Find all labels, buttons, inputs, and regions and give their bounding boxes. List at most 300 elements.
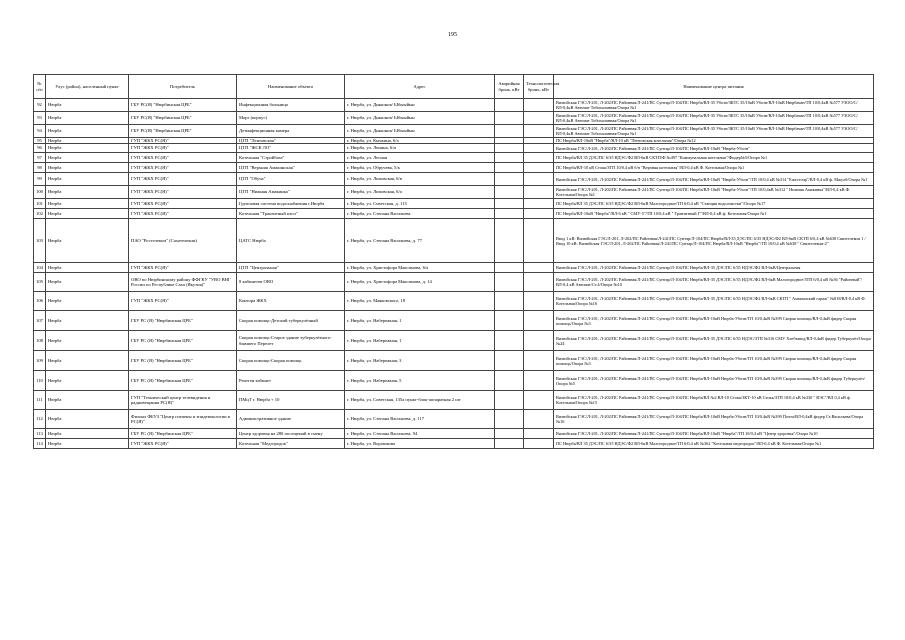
row-address-text: г. Нюрба, ул. Лесная — [347, 154, 387, 160]
row-number — [34, 371, 46, 391]
row-object — [237, 429, 345, 439]
row-technological-reserve — [524, 209, 554, 219]
row-number — [34, 209, 46, 219]
table-row — [34, 292, 874, 311]
row-power-center-text: Вилюйская ГЭС/Л-201, Л-202/ПС Районная/Л-241/ПС Сунтар/Л-104/ПС Нюрба/ВЛ-35 ДЭС/ПС 6/35 НДЭС/Ф2 ВЛ-6кВ СКТП " Аммиачский гараж" №818/ВЛ-0,4 кВ Ф. Котельная/Опора №16 — [556, 296, 866, 306]
row-power-center-text: Вилюйская ГЭС/Л-201, Л-202/ПС Районная/Л-241/ПС Сунтар/Л-104/ПС Нюрба/ВЛ-10кВ Нюрба-Убоэн/ТП 10/0,4кВ №399 Скорая помощь/ВЛ-0,4кВ фидер Туберкулёз/Опора №5 — [556, 375, 865, 386]
row-ulus — [46, 273, 129, 292]
row-technological-reserve — [524, 99, 554, 112]
row-ulus-text: Нюрба — [48, 210, 62, 216]
row-consumer — [129, 163, 237, 173]
row-consumer-text: ГУП "ЖКХ РС(Я)" — [131, 264, 169, 270]
row-ulus-text: Нюрба — [48, 145, 62, 151]
row-address — [345, 292, 495, 311]
row-ulus-text: Нюрба — [48, 164, 62, 170]
row-number — [34, 144, 46, 153]
row-object — [237, 186, 345, 199]
row-consumer-text: ГБУ РС (Я) "Нюрбинская ЦРБ" — [131, 317, 193, 323]
row-object — [237, 311, 345, 331]
row-technological-reserve — [524, 125, 554, 138]
row-object-text: ЦТП "Центральная" — [239, 264, 279, 270]
row-power-center-text: Вилюйская ГЭС/Л-201, Л-202/ПС Районная/Л-241/ПС Сунтар/Л-104/ПС Нюрба/ВЛ-10кВ Нюрба-Убоэн/ТП 10/0,4кВ №399 Скорая помощь/ВЛ-0,4кВ фидер Скорая помощь/Опора №3 — [556, 315, 857, 326]
header-object: Наименование объекта — [237, 75, 345, 99]
row-address — [345, 331, 495, 351]
row-number-text: 112 — [36, 416, 43, 422]
row-ulus — [46, 199, 129, 209]
row-number-text: 92 — [37, 102, 42, 108]
row-address-text: г. Нюрба, ул. Дьяконов/ Ыбыыйын — [347, 128, 415, 134]
row-ulus-text: Нюрба — [48, 279, 62, 285]
row-power-center — [554, 429, 874, 439]
row-number — [34, 99, 46, 112]
row-ulus-text: Нюрба — [48, 377, 62, 383]
row-ulus-text: Нюрба — [48, 200, 62, 206]
row-power-center-text: Вилюйская ГЭС/Л-201, Л-202/ПС Районная/Л-241/ПС Сунтар/Л-104/ПС Нюрба/ВЛ-10кВ Нюрба-Убоэн/ТП 10/0,4кВ №399 Скорая помощь/ВЛ-0,4кВ фидер Скорая помощь/Опора №3 — [556, 355, 857, 366]
row-ulus — [46, 351, 129, 371]
page-number: 195 — [448, 32, 457, 38]
row-address-text: г. Нюрба, ул. Дьяконов/ Ыбыыйын — [347, 102, 415, 108]
row-object-text: ЦТП "Нижняя Амакинка" — [239, 189, 290, 195]
row-power-center-text: Вилюйская ГЭС/Л-201, Л-202/ПС Районная/Л-241/ПС Сунтар/Л-104/ПС Нюрба/ВЛ-35 Убоэн/ЗКТС 35/10кВ Убоэн/ВЛ-10кВ Нюрбачан/ТП 10/0,4кВ №577 УЗОО/С/ВЛ-0,4кВ Автомат Тобихаланная/Опора №1 — [556, 100, 858, 110]
row-number — [34, 112, 46, 125]
row-object-text: ЦАТС Нюрба — [239, 237, 266, 243]
row-address-text: г. Нюрба, ул. Набережная, 1 — [347, 317, 402, 323]
table-row — [34, 439, 874, 449]
row-number-text: 107 — [36, 317, 43, 323]
row-object-text: ЦТП "Верхняя Амакинская" — [239, 164, 295, 170]
row-object-text: Котельная "Стройбаза" — [239, 154, 285, 160]
row-object-text: Скорая помощь-Детский туберкулёзный — [239, 317, 318, 323]
row-consumer-text: ГУП "ЖКХ РС(Я)" — [131, 200, 169, 206]
row-ulus-text: Нюрба — [48, 138, 62, 143]
row-consumer-text: ГУП "ЖКХ РС(Я)" — [131, 440, 169, 446]
row-power-center — [554, 439, 874, 449]
row-object-text: Дезинфекционная камера — [239, 128, 290, 134]
row-ulus — [46, 331, 129, 351]
row-address-text: г. Нюрба, ул. Степана Васильева, д. 77 — [347, 237, 422, 243]
row-power-center — [554, 199, 874, 209]
row-ulus — [46, 144, 129, 153]
row-consumer — [129, 311, 237, 331]
row-power-center-text: Вилюйская ГЭС/Л-201, Л-202/ПС Районная/Л-241/ПС Сунтар/Л-104/ПС Нюрба/ВЛ-35 Убоэн/ЗКТС 35/10кВ Убоэн/ВЛ-10кВ Нюрбачан/ТП 10/0,4кВ №577 УЗОО/С/ВЛ-0,4кВ Автомат Тобихаланная/Опора №1 — [556, 113, 858, 123]
row-technological-reserve — [524, 173, 554, 186]
row-ulus — [46, 186, 129, 199]
row-emergency-reserve — [495, 125, 524, 138]
row-emergency-reserve — [495, 371, 524, 391]
table-row — [34, 410, 874, 429]
row-consumer — [129, 219, 237, 263]
row-address — [345, 219, 495, 263]
row-number — [34, 199, 46, 209]
row-address — [345, 163, 495, 173]
row-emergency-reserve — [495, 331, 524, 351]
row-ulus-text: Нюрба — [48, 430, 62, 436]
table-row — [34, 351, 874, 371]
table-row — [34, 371, 874, 391]
power-reserve-table — [33, 74, 874, 449]
row-address — [345, 371, 495, 391]
row-object — [237, 219, 345, 263]
row-number-text: 97 — [37, 154, 42, 160]
row-power-center — [554, 311, 874, 331]
row-object-text: 8 кабинетов ОВО — [239, 279, 274, 285]
row-power-center-text: Вилюйская ГЭС/Л-201, Л-202/ПС Районная/Л-241/ПС Сунтар/Л-104/ПС Нюрба/ВЛ №2 ВЛ-10 Стокк/ЗКТ-10 кВ Стокк/ЗТП 10/0,4 кВ №330 " ВЭС"/ВЛ 0,4 кВ ф. Котельная/Опора №15 — [556, 395, 851, 405]
row-ulus-text: Нюрба — [48, 189, 62, 195]
row-number-text: 109 — [36, 357, 43, 363]
row-ulus-text: Нюрба — [48, 298, 62, 304]
row-power-center — [554, 331, 874, 351]
row-address-text: г. Нюрба, ул. Степана Васильева — [347, 210, 411, 216]
row-consumer — [129, 153, 237, 163]
row-emergency-reserve — [495, 263, 524, 273]
row-power-center — [554, 125, 874, 138]
row-technological-reserve — [524, 273, 554, 292]
row-address-text: г. Нюрба, ул. Дьяконов/ Ыбыыйын — [347, 115, 415, 121]
row-address-text: г. Нюрба, ул. Ленина, 6/и — [347, 145, 396, 151]
row-emergency-reserve — [495, 163, 524, 173]
row-address-text: г. Нюрба, ул. Ворошкова — [347, 440, 395, 446]
row-power-center-text: ПС Нюрба/ВЛ 35 ДЭС/ПС 6/35 НДЭС/Ф2 ВЛ-6кВ СКТП/Ф №497 "Коммунальная котельная"/Фидер№5/Опора №1 — [556, 155, 768, 160]
row-object — [237, 209, 345, 219]
table-row — [34, 99, 874, 112]
row-ulus-text: Нюрба — [48, 115, 62, 121]
row-address — [345, 173, 495, 186]
row-address — [345, 125, 495, 138]
row-object-text: Административное здание — [239, 416, 291, 422]
row-emergency-reserve — [495, 439, 524, 449]
row-emergency-reserve — [495, 199, 524, 209]
row-ulus-text: Нюрба — [48, 176, 62, 182]
row-ulus-text: Нюрба — [48, 317, 62, 323]
row-power-center-text: Вилюйская ГЭС/Л-201, Л-202/ПС Районная/Л-241/ПС Сунтар/Л-104/ПС Нюрба/ВЛ-35 ДЭС/ПС 6/35 НДЭС/Ф2 ВЛ-6кВ/Центральная — [556, 265, 801, 270]
table-row — [34, 199, 874, 209]
row-object — [237, 99, 345, 112]
row-emergency-reserve — [495, 112, 524, 125]
row-emergency-reserve — [495, 99, 524, 112]
row-power-center-text: Вилюйская ГЭС/Л-201, Л-202/ПС Районная/Л-241/ПС Сунтар/Л-104/ПС Нюрба/ВЛ-35 Убоэн/ЗКТС 35/10кВ Убоэн/ВЛ-10кВ Нюрбачан/ТП 10/0,4кВ №577 УЗОО/С/ВЛ-0,4кВ Автомат Тобихаланная/Опора №1 — [556, 126, 858, 136]
header-power-center: Наименование центра питания — [554, 75, 874, 99]
row-ulus-text: Нюрба — [48, 128, 62, 134]
row-address — [345, 439, 495, 449]
row-consumer — [129, 439, 237, 449]
row-emergency-reserve — [495, 391, 524, 410]
row-ulus-text: Нюрба — [48, 337, 62, 343]
row-consumer-text: ГУП "ЖКХ РС(Я)" — [131, 164, 169, 170]
row-power-center-text: ПС Нюрба/ВЛ 35 ДЭС/ПС 6/35 НДЭС/Ф2 ВЛ-6кВ Малогородное/ТП 6/0,4 кВ №362 "Котельная медгородок"/ВЛ-0,4 кВ Ф. Котельная/Опора №1 — [556, 441, 822, 446]
row-ulus — [46, 263, 129, 273]
row-consumer — [129, 112, 237, 125]
row-object-text: Котельная "Медгородок" — [239, 440, 288, 446]
row-power-center-text: ПС Нюрба/ВЛ-10 кВ Стокк/ЗТП 10/0,4 кВ б/н "Верхняя котельная"/ВЛ-0,4 кВ Ф. Котельная/Опора №1 — [556, 165, 745, 170]
row-ulus-text: Нюрба — [48, 397, 62, 403]
row-object — [237, 125, 345, 138]
row-technological-reserve — [524, 439, 554, 449]
row-technological-reserve — [524, 331, 554, 351]
row-power-center — [554, 209, 874, 219]
row-consumer — [129, 99, 237, 112]
row-number — [34, 263, 46, 273]
table-row — [34, 112, 874, 125]
row-object-text: Контора ЖКХ — [239, 298, 267, 304]
row-address-text: г. Нюрба, ул. Степана Васильева, д. 117 — [347, 416, 425, 422]
row-number-text: 114 — [36, 440, 43, 446]
row-object — [237, 263, 345, 273]
row-consumer-text: ГУП "ЖКХ РС(Я)" — [131, 154, 169, 160]
row-object — [237, 199, 345, 209]
row-technological-reserve — [524, 199, 554, 209]
row-power-center — [554, 219, 874, 263]
row-technological-reserve — [524, 371, 554, 391]
row-emergency-reserve — [495, 273, 524, 292]
row-technological-reserve — [524, 186, 554, 199]
header-number: № п/п — [34, 75, 46, 99]
row-power-center — [554, 263, 874, 273]
row-power-center-text: Ввод 1 кВ: Вилюйская ГЭС/Л-201, Л-202/ПС Районная/Л-241/ПС Сунтар/Л-104/ПС Нюрба/ВЛ-35 ДЭС/ПС 6/35 НДЭС/Ф2 ВЛ-6кВ СКТП 6/0,4 кВ №638 Связтелеком 1 / Ввод 10 кВ: Вилюйская ГЭС/Л-201, Л-202/ПС Районная/Л-241/ПС Сунтар/Л-104/ПС Нюрба/ВЛ-10кВ "Нюрба"/ТП 10/0,4 кВ №638 " Связтелеком-2" — [556, 235, 866, 246]
row-consumer — [129, 144, 237, 153]
row-object — [237, 273, 345, 292]
row-number — [34, 292, 46, 311]
row-power-center — [554, 292, 874, 311]
row-number — [34, 153, 46, 163]
row-number-text: 110 — [36, 377, 43, 383]
row-consumer-text: ГБУ РС (Я) "Нюрбинская ЦРБ" — [131, 377, 193, 383]
table-row — [34, 153, 874, 163]
row-number — [34, 429, 46, 439]
row-address — [345, 410, 495, 429]
row-power-center — [554, 273, 874, 292]
row-consumer — [129, 410, 237, 429]
row-address — [345, 273, 495, 292]
row-number-text: 101 — [36, 200, 43, 206]
row-number-text: 102 — [36, 210, 43, 216]
row-object-text: Скорая помощь-Старое здание туберкулёзного-бывшего Перелет — [239, 335, 332, 346]
row-consumer-text: ГУП "ЖКХ РС(Я)" — [131, 298, 169, 304]
row-number-text: 111 — [36, 397, 43, 403]
row-consumer-text: ГУП "ЖКХ РС(Я)" — [131, 145, 169, 151]
row-address — [345, 153, 495, 163]
row-technological-reserve — [524, 219, 554, 263]
row-consumer-text: ГБУ РС(Я) "Нюрбинская ЦРБ" — [131, 102, 192, 108]
row-object-text: ЦТП "ЖСК ЛО" — [239, 145, 272, 151]
row-number — [34, 331, 46, 351]
row-emergency-reserve — [495, 186, 524, 199]
row-technological-reserve — [524, 153, 554, 163]
table-row — [34, 163, 874, 173]
row-number-text: 98 — [37, 164, 42, 170]
table-row — [34, 219, 874, 263]
row-number-text: 104 — [36, 264, 43, 270]
row-number-text: 100 — [36, 189, 43, 195]
row-object-text: Центр здоровья на 280 посещений в смену — [239, 430, 323, 436]
row-consumer — [129, 429, 237, 439]
row-consumer-text: ГБУ РС(Я) "Нюрбинская ЦРБ" — [131, 115, 192, 121]
row-power-center — [554, 112, 874, 125]
row-number — [34, 173, 46, 186]
row-power-center — [554, 153, 874, 163]
row-emergency-reserve — [495, 173, 524, 186]
row-power-center-text: Вилюйская ГЭС/Л-201, Л-202/ПС Районная/Л-241/ПС Сунтар/Л-104/ПС Нюрба/ВЛ-10кВ "Нюрба-Убоэн"/ТП 10/0,4кВ №312 " Нижняя Амакинка"/ВЛ-0,4 кВ Ф. Котельная/Опора №1 — [556, 187, 851, 197]
row-number-text: 96 — [37, 145, 42, 151]
row-number-text: 105 — [36, 279, 43, 285]
row-object-text: ПМцТ г. Нюрба + 10 — [239, 397, 280, 403]
row-power-center — [554, 173, 874, 186]
row-number — [34, 186, 46, 199]
row-number — [34, 163, 46, 173]
row-ulus — [46, 219, 129, 263]
table-row — [34, 144, 874, 153]
table-row — [34, 186, 874, 199]
row-consumer-text: ГУП "Технический центр телевидения и радиовещания РС(Я)" — [131, 394, 211, 405]
row-address-text: г. Нюрба, ул. Набережная, 5 — [347, 377, 402, 383]
row-consumer — [129, 125, 237, 138]
row-ulus-text: Нюрба — [48, 154, 62, 160]
header-consumer: Потребитель — [129, 75, 237, 99]
table-row — [34, 273, 874, 292]
row-power-center-text: Вилюйская ГЭС/Л-201, Л-202/ПС Районная/Л-241/ПС Сунтар/Л-104/ПС Нюрба/ВЛ-10кВ Нюрба-Убоэн/ТП 10/0,4кВ №399 Почта/ВЛ-0,4кВ фидер Ст.Васильева/Опора №16 — [556, 414, 864, 424]
row-ulus — [46, 439, 129, 449]
row-object — [237, 173, 345, 186]
row-emergency-reserve — [495, 429, 524, 439]
table-row — [34, 209, 874, 219]
row-power-center-text: Вилюйская ГЭС/Л-201, Л-202/ПС Районная/Л-241/ПС Сунтар/Л-104/ПС Нюрба/ВЛ-10кВ "Нюрба"/ТП 10/0,4 кВ "Центр здоровья"/Опора №10 — [556, 431, 818, 436]
row-number-text: 93 — [37, 115, 42, 121]
row-technological-reserve — [524, 311, 554, 331]
row-number — [34, 391, 46, 410]
row-address-text: г. Нюрба, ул. Набережная, 3 — [347, 357, 402, 363]
row-object — [237, 144, 345, 153]
row-object — [237, 112, 345, 125]
row-address-text: г. Нюрба, ул. Кычкина, 6/а — [347, 138, 399, 143]
table-row — [34, 263, 874, 273]
row-object — [237, 163, 345, 173]
row-number — [34, 311, 46, 331]
row-address — [345, 351, 495, 371]
row-power-center — [554, 99, 874, 112]
row-number-text: 99 — [37, 176, 42, 182]
row-ulus — [46, 125, 129, 138]
row-address-text: г. Нюрба, ул. Христофора Максимова, 6/а — [347, 264, 429, 270]
row-technological-reserve — [524, 391, 554, 410]
row-object — [237, 153, 345, 163]
row-number — [34, 219, 46, 263]
row-technological-reserve — [524, 292, 554, 311]
row-address — [345, 209, 495, 219]
row-address — [345, 311, 495, 331]
row-address-text: г. Нюрба, ул. Липовская, 6/в — [347, 176, 402, 182]
row-object-text: Инфекционная больница — [239, 102, 288, 108]
row-object-text: Скорая помощь-Скорая помощь — [239, 357, 302, 363]
row-address-text: г. Нюрба, ул. Христофора Максимова, д. 14 — [347, 279, 432, 285]
row-ulus — [46, 153, 129, 163]
row-object-text: Морг (корпус) — [239, 115, 268, 121]
row-consumer — [129, 263, 237, 273]
row-number-text: 106 — [36, 298, 43, 304]
header-ulus: Улус (район), населенный пункт — [46, 75, 129, 99]
row-consumer-text: ОВО по Нюрбинскому району ФФГКУ "УВО ВНГ России по Республике Саха (Якутия)" — [131, 276, 231, 287]
row-consumer — [129, 273, 237, 292]
row-consumer-text: ПАО "Ростелеком" (Сахателеком) — [131, 237, 197, 243]
row-ulus — [46, 112, 129, 125]
row-ulus — [46, 391, 129, 410]
row-number-text: 95 — [37, 138, 42, 143]
row-power-center — [554, 163, 874, 173]
row-object — [237, 331, 345, 351]
row-number — [34, 125, 46, 138]
row-emergency-reserve — [495, 153, 524, 163]
row-emergency-reserve — [495, 351, 524, 371]
row-consumer-text: ГУП "ЖКХ РС(Я)" — [131, 189, 169, 195]
row-technological-reserve — [524, 351, 554, 371]
row-ulus — [46, 410, 129, 429]
row-ulus-text: Нюрба — [48, 102, 62, 108]
row-object-text: Групповая система водоснабжения г.Нюрба — [239, 200, 325, 206]
row-consumer — [129, 199, 237, 209]
row-object-text: Рентген кабинет — [239, 377, 271, 383]
row-power-center-text: ПС Нюрба/ВЛ 35 ДЭС/ПС 6/35 НДЭС/Ф2 ВЛ-6кВ Малогородное/ТП 6/0,4 кВ "Станция водоочистки"/Опора №17 — [556, 201, 766, 206]
row-address — [345, 99, 495, 112]
row-address-text: г. Нюрба, ул. Набережная, 1 — [347, 337, 402, 343]
row-ulus — [46, 429, 129, 439]
row-consumer-text: ГБУ РС (Я) "Нюрбинская ЦРБ" — [131, 430, 193, 436]
row-object — [237, 439, 345, 449]
row-technological-reserve — [524, 112, 554, 125]
row-consumer — [129, 186, 237, 199]
row-ulus — [46, 209, 129, 219]
row-emergency-reserve — [495, 410, 524, 429]
row-ulus — [46, 292, 129, 311]
row-object — [237, 371, 345, 391]
row-address-text: г. Нюрба, ул. Степана Васильева, 94 — [347, 430, 418, 436]
row-object-text: ЦТП "Обуча" — [239, 176, 266, 182]
row-power-center — [554, 186, 874, 199]
row-consumer — [129, 391, 237, 410]
row-ulus-text: Нюрба — [48, 416, 62, 422]
row-consumer — [129, 292, 237, 311]
row-ulus — [46, 311, 129, 331]
row-consumer — [129, 371, 237, 391]
row-power-center-text: Вилюйская ГЭС/Л-201, Л-202/ПС Районная/Л-241/ПС Сунтар/Л-104/ПС Нюрба/ВЛ-10кВ "Нюрба-Убоэн" — [556, 145, 750, 151]
row-power-center-text: ПС Нюрба/ВЛ-10кВ "Нюрба"/ВЛ-10 кВ "Лентовская котельная"/Опора №12 — [556, 138, 696, 143]
row-technological-reserve — [524, 144, 554, 153]
row-ulus — [46, 99, 129, 112]
row-consumer — [129, 351, 237, 371]
row-address-text: г. Нюрба, ул. Советская, д. 113 — [347, 200, 407, 206]
row-ulus-text: Нюрба — [48, 440, 62, 446]
row-power-center-text: Вилюйская ГЭС/Л-201, Л-202/ПС Районная/Л-241/ПС Сунтар/Л-104/ПС Нюрба/ВЛ-10кВ "Нюрба-Убоэн"/ТП 10/0,4 кВ №314 "Ежесточр"/ВЛ-0,4 кВ ф. Мжулб/Опора №1 — [556, 176, 868, 182]
header-address: Адрес — [345, 75, 495, 99]
row-object — [237, 410, 345, 429]
row-power-center-text: Вилюйская ГЭС/Л-201, Л-202/ПС Районная/Л-241/ПС Сунтар/Л-104/ПС Нюрба/ВЛ-35 ДЭС/ПС 6/35 НДЭС/Ф2 ВЛ-6кВ Малогородное/ЗТП 6/0,4 кВ №36 "Районный"/ВЛ-0,4 кВ Автомат/Ст.4/Опора №10 — [556, 277, 862, 287]
row-consumer — [129, 331, 237, 351]
row-address — [345, 186, 495, 199]
row-number — [34, 439, 46, 449]
table-row — [34, 125, 874, 138]
row-number-text: 113 — [36, 430, 43, 436]
table-row — [34, 331, 874, 351]
row-consumer — [129, 209, 237, 219]
table-row — [34, 429, 874, 439]
row-number — [34, 351, 46, 371]
row-number-text: 94 — [37, 128, 42, 134]
row-consumer-text: ГБУ РС (Я) "Нюрбинская ЦРБ" — [131, 337, 193, 343]
row-ulus — [46, 371, 129, 391]
row-consumer-text: Филиал ФБУЗ "Центр гигиены и эпидемиологии в РС(Я)" — [131, 413, 230, 424]
table-row — [34, 173, 874, 186]
header-emergency-reserve: Аварийная бронь, кВт — [495, 75, 524, 99]
row-emergency-reserve — [495, 311, 524, 331]
row-number-text: 103 — [36, 237, 43, 243]
row-address — [345, 391, 495, 410]
